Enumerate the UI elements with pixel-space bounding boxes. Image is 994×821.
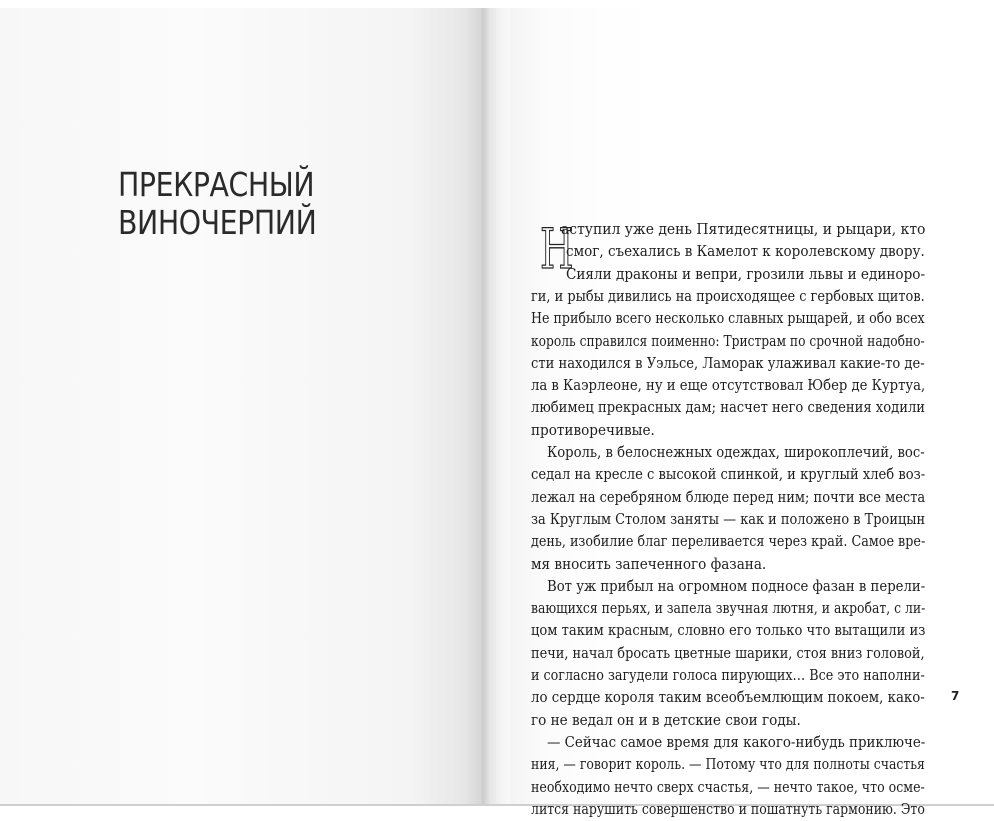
text-line: — Сейчас самое время для какого-нибудь приключе- [547,733,926,751]
text-line: король справился поименно: Тристрам по срочной надобно- [531,332,925,350]
text-line: лится нарушить совершенство и пошатнуть гармонию. Это [531,800,925,818]
text-line: противоречивые. [531,421,655,439]
drop-cap: Н [540,217,574,281]
text-line: за Круглым Столом заняты — как и положено в Троицын [531,510,926,528]
text-line: цом таким красным, словно его только что вытащили из [531,622,926,640]
text-line: ла в Каэрлеоне, ну и еще отсутствовал Юбер де Куртуа, [531,377,926,395]
text-line: Король, в белоснежных одеждах, широкоплечий, вос- [547,444,925,461]
text-line: вающихся перьях, и запела звучная лютня, и акробат, с ли- [531,600,926,618]
text-line: мя вносить запеченного фазана. [531,555,767,573]
text-line: ния, — говорит король. — Потому что для полноты счастья [531,756,925,774]
text-line: смог, съехались в Камелот к королевскому двору. [566,243,925,261]
text-line: седал на кресле с высокой спинкой, и круглый хлеб воз- [531,466,926,484]
text-line: печи, начал бросать цветные шарики, стоя вниз головой, [531,644,925,662]
text-line: и согласно загудели голоса пирующих… Все это наполни- [531,667,925,684]
text-line: день, изобилие благ переливается через край. Самое вре- [531,533,926,551]
text-line: аступил уже день Пятидесятницы, и рыцари, кто [561,221,926,238]
chapter-title-line-2: ВИНОЧЕРПИЙ [118,203,317,242]
text-line: Вот уж прибыл на огромном подносе фазан в перели- [547,577,926,595]
text-line: необходимо нечто сверх счастья, — нечто такое, что осме- [531,778,925,796]
text-line: Сияли драконы и вепри, грозили львы и единоро- [566,265,926,283]
chapter-title-line-1: ПРЕКРАСНЫЙ [118,165,315,204]
text-line: ги, и рыбы дивились на происходящее с гербовых щитов. [531,287,925,305]
text-line: го не ведал он и в детские свои годы. [531,711,801,729]
text-line: лежал на серебряном блюде перед ним; почти все места [531,488,926,506]
text-line: Не прибыло всего несколько славных рыщарей, и обо всех [531,310,925,328]
text-line: ло сердце короля таким всеобъемлющим покоем, како- [531,689,925,707]
text-line: любимец прекрасных дам; насчет него сведения ходили [531,399,926,417]
page-number: 7 [951,689,960,703]
text-line: сти находился в Уэльсе, Ламорак улаживал какие-то де- [531,354,925,372]
